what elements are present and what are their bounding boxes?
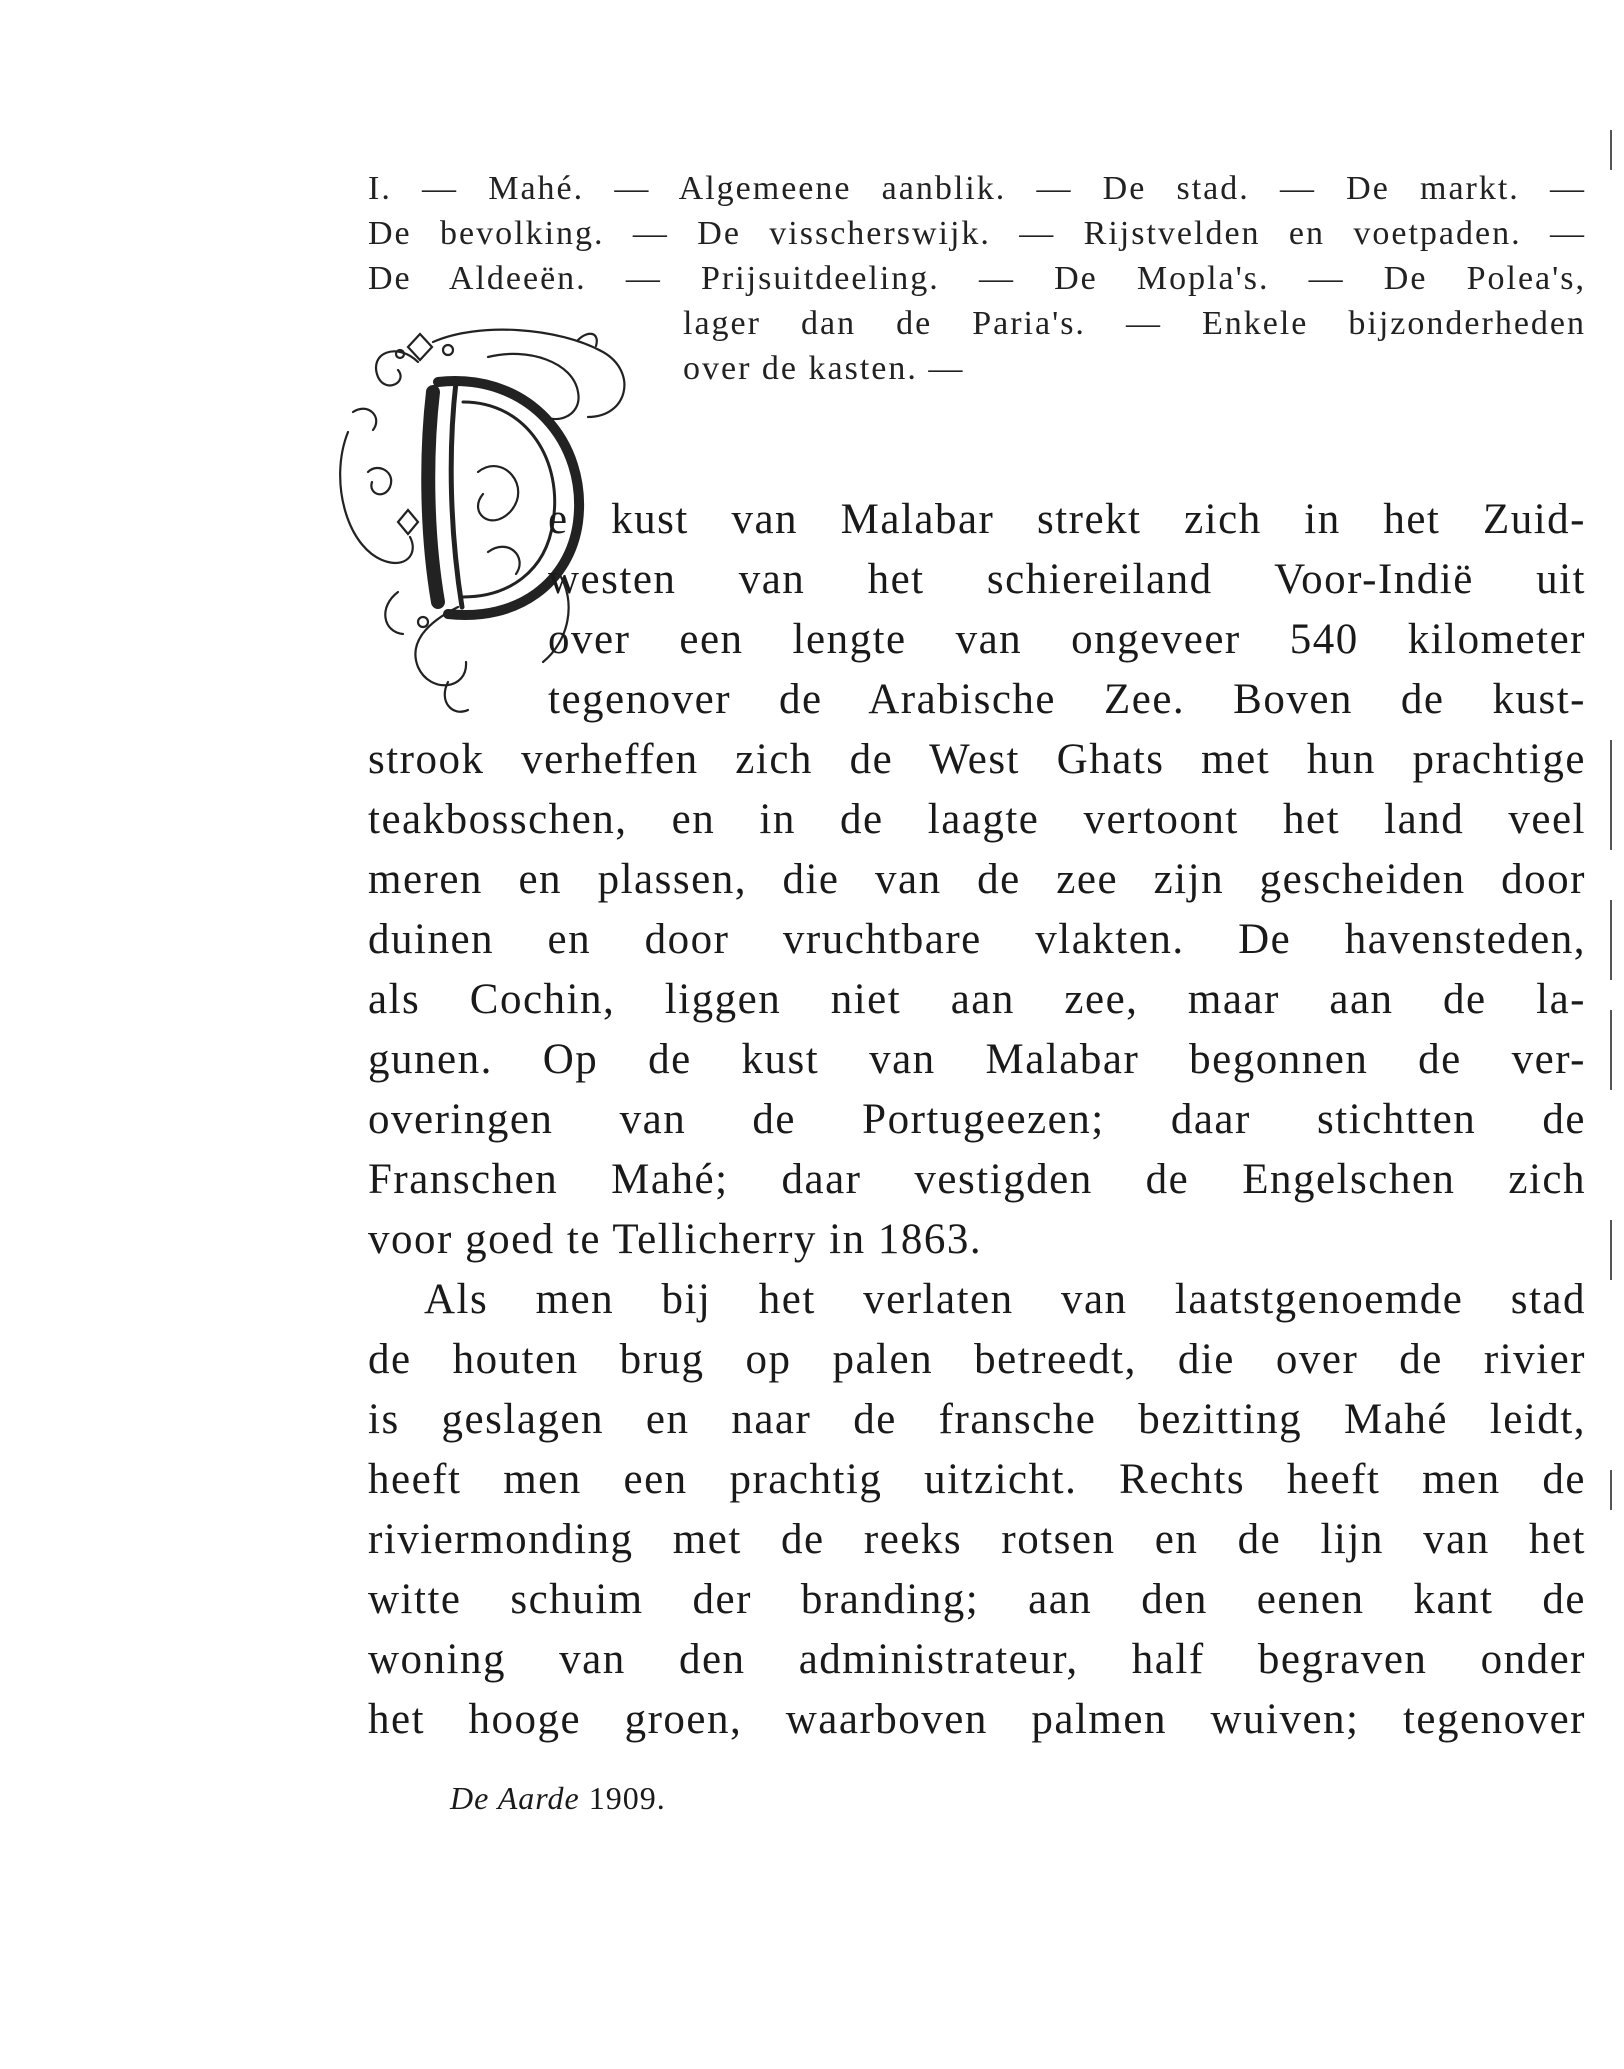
text-line: voor goed te Tellicherry in 1863. <box>368 1216 983 1263</box>
footer-year: 1909. <box>588 1780 666 1816</box>
summary-line: I. — Mahé. — Algemeene aanblik. — De stad. — De markt. — <box>368 170 1586 207</box>
text-line: westen van het schiereiland Voor-Indië uit <box>548 556 1586 603</box>
text-line: riviermonding met de reeks rotsen en de lijn van het <box>368 1516 1586 1563</box>
margin-mark <box>1610 740 1612 850</box>
text-line: tegenover de Arabische Zee. Boven de kust- <box>548 676 1586 723</box>
body-text <box>368 490 1586 1750</box>
text-line: het hooge groen, waarboven palmen wuiven; tegenover <box>368 1696 1586 1743</box>
page-footer <box>450 1780 666 1817</box>
text-line: is geslagen en naar de fransche bezitting Mahé leidt, <box>368 1396 1586 1443</box>
text-line: gunen. Op de kust van Malabar begonnen de ver- <box>368 1036 1586 1083</box>
text-line: Als men bij het verlaten van laatstgenoemde stad <box>424 1276 1586 1323</box>
text-line: teakbosschen, en in de laagte vertoont het land veel <box>368 796 1586 843</box>
summary-line: over de kasten. — <box>683 350 965 387</box>
text-line: als Cochin, liggen niet aan zee, maar aan de la- <box>368 976 1586 1023</box>
text-line: witte schuim der branding; aan den eenen kant de <box>368 1576 1586 1623</box>
margin-mark <box>1610 130 1612 170</box>
text-line: de houten brug op palen betreedt, die over de rivier <box>368 1336 1586 1383</box>
text-line: strook verheffen zich de West Ghats met hun prachtige <box>368 736 1586 783</box>
text-line: heeft men een prachtig uitzicht. Rechts heeft men de <box>368 1456 1586 1503</box>
text-line: overingen van de Portugeezen; daar stichtten de <box>368 1096 1586 1143</box>
text-line: meren en plassen, die van de zee zijn gescheiden door <box>368 856 1586 903</box>
margin-mark <box>1610 1220 1612 1280</box>
summary-line: lager dan de Paria's. — Enkele bijzonderheden <box>683 305 1586 342</box>
summary-line: De bevolking. — De visscherswijk. — Rijstvelden en voetpaden. — <box>368 215 1586 252</box>
footer-title: De Aarde <box>450 1780 580 1816</box>
margin-mark <box>1610 900 1612 980</box>
text-line: over een lengte van ongeveer 540 kilometer <box>548 616 1586 663</box>
text-line: duinen en door vruchtbare vlakten. De havensteden, <box>368 916 1586 963</box>
margin-mark <box>1610 1010 1612 1090</box>
text-line: woning van den administrateur, half begraven onder <box>368 1636 1586 1683</box>
text-line: Franschen Mahé; daar vestigden de Engelschen zich <box>368 1156 1586 1203</box>
summary-line: De Aldeeën. — Prijsuitdeeling. — De Mopla's. — De Polea's, <box>368 260 1586 297</box>
margin-mark <box>1610 1470 1612 1510</box>
text-line: e kust van Malabar strekt zich in het Zuid- <box>548 496 1586 543</box>
